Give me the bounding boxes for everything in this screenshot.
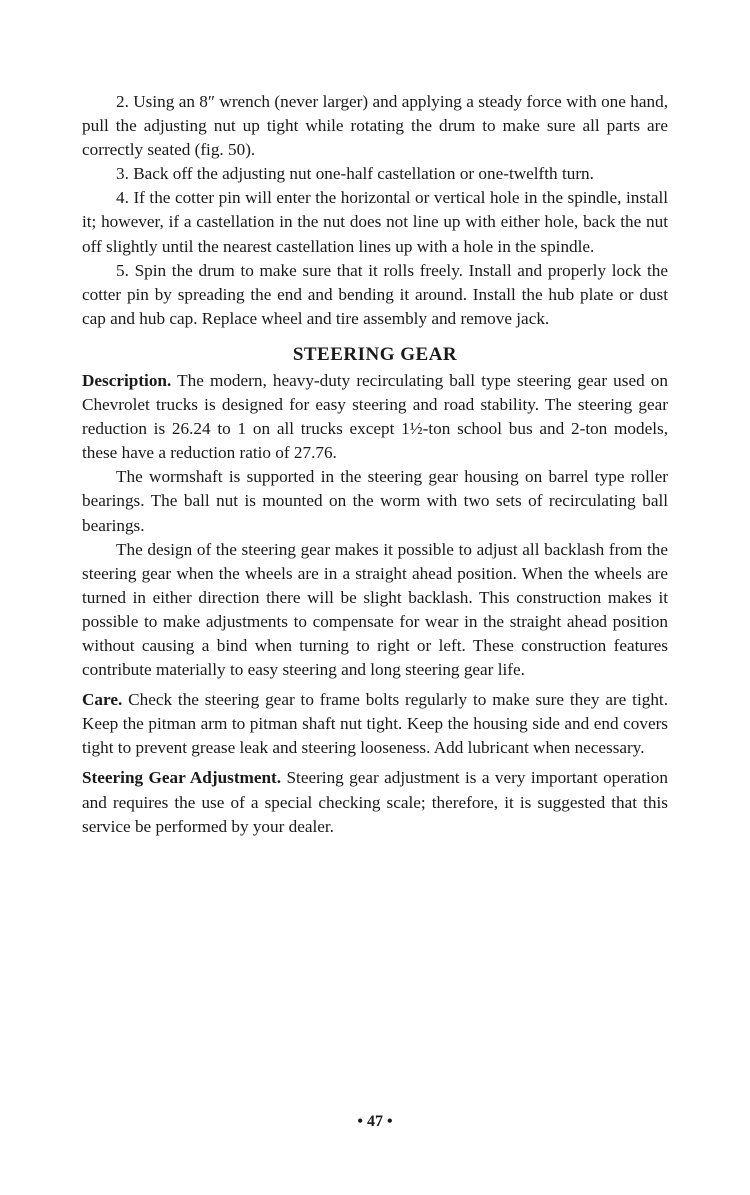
design-paragraph: The design of the steering gear makes it possible to adjust all backlash from the steering gear when the wheels are in a straight ahead position. When the wheels are turned in either direction there will be slight backlash. This construction makes it possible to make adjustments to compensate for wear in the straight ahead position without causing a bind when turning to right or left. These construction features contribute materially to easy steering and long steering gear life. [82,539,668,680]
step-3 [82,162,668,186]
step-2-number: 2. [116,92,129,111]
adjustment-lead: Steering Gear Adjustment. [82,768,282,788]
step-3-text: Back off the adjusting nut one-half castellation or one-twelfth turn. [133,164,594,184]
section-heading: STEERING GEAR [292,343,458,365]
step-3-number: 3. [116,164,129,184]
care-text: Check the steering gear to frame bolts regularly to make sure they are tight. Keep the pitman arm to pitman shaft nut tight. Keep the housing side and end covers tight to prevent grease leak and steering looseness. Add lubricant when necessary. [82,690,668,758]
wormshaft-paragraph: The wormshaft is supported in the steering gear housing on barrel type roller bearings. The ball nut is mounted on the worm with two sets of recirculating ball bearings. [82,467,668,535]
step-5 [82,259,668,331]
adjustment-paragraph [82,766,668,838]
step-4-number: 4. [116,188,129,208]
step-4-text: If the cotter pin will enter the horizontal or vertical hole in the spindle, install it; however, if a castellation in the nut does not line up with either hole, back the nut off slightly until the nearest castellation lines up with a hole in the spindle. [82,188,669,256]
description-lead: Description. [82,370,172,390]
step-5-number: 5. [116,260,129,280]
step-2 [82,90,668,162]
adjustment-text: Steering gear adjustment is a very important operation and requires the use of a special checking scale; therefore, it is suggested that this service be performed by your dealer. [82,768,668,836]
step-4 [82,186,668,258]
description-text: The modern, heavy-duty recirculating ball type steering gear used on Chevrolet trucks is designed for easy steering and road stability. The steering gear reduction is 26.24 to 1 on all trucks except 1½-ton school bus and 2-ton models, these have a reduction ratio of 27.76. [82,370,668,463]
care-paragraph [82,688,668,760]
step-5-text: Spin the drum to make sure that it rolls freely. Install and properly lock the cotter pin by spreading the end and bending it around. Install the hub plate or dust cap and hub cap. Replace wheel and tire assembly and remove jack. [82,260,669,328]
description-paragraph [82,369,668,465]
page-body [82,90,668,839]
care-lead: Care. [82,690,123,710]
page-number: • 47 • [357,1113,393,1130]
step-2-text: Using an 8″ wrench (never larger) and applying a steady force with one hand, pull the adjusting nut up tight while rotating the drum to make sure all parts are correctly seated (fig. 50). [82,92,668,160]
